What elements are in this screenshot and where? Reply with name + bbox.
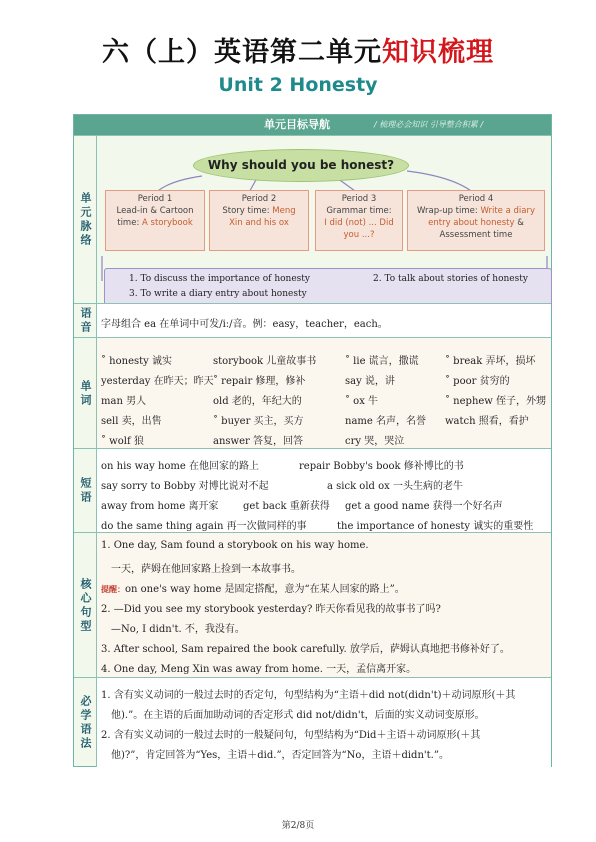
grammar-line: 1. 含有实义动词的一般过去时的否定句，句型结构为“主语＋did not(didn't)＋动词原形(＋其 bbox=[101, 690, 516, 701]
word-item: name 名声，名誉 bbox=[345, 416, 426, 427]
word-item: ˚ poor 贫穷的 bbox=[445, 376, 510, 387]
word-item: man 男人 bbox=[101, 396, 147, 407]
reminder-note: 提醒：on one's way home 是固定搭配，意为“在某人回家的路上”。 bbox=[101, 584, 405, 595]
phrase-item: do the same thing again 再一次做同样的事 bbox=[101, 521, 307, 532]
sentence-line: 2. —Did you see my storybook yesterday? 昨天你看见我的故事书了吗? bbox=[101, 604, 441, 615]
phrases-row bbox=[74, 448, 551, 533]
phrase-item: on his way home 在他回家的路上 bbox=[101, 461, 259, 472]
word-item: sell 卖，出售 bbox=[101, 416, 162, 427]
period-1-box: Period 1 Lead-in & Cartoon time: A storybook bbox=[105, 190, 205, 251]
word-item: watch 照看，看护 bbox=[445, 416, 529, 427]
sentence-line: 3. After school, Sam repaired the book carefully. 放学后，萨姆认真地把书修补好了。 bbox=[101, 644, 510, 655]
phrase-item: away from home 离开家 bbox=[101, 501, 219, 512]
goal-3: 3. To write a diary entry about honesty bbox=[129, 289, 307, 299]
central-question: Why should you be honest? bbox=[193, 149, 409, 182]
goals-box bbox=[104, 268, 552, 308]
word-item: ˚ nephew 侄子，外甥 bbox=[445, 396, 547, 407]
grammar-line: 他).”。在主语的后面加助动词的否定形式 did not/didn't，后面的实义动词变原形。 bbox=[111, 710, 485, 721]
word-item: answer 答复，回答 bbox=[213, 436, 303, 447]
row-label-phonics: 语音 bbox=[74, 304, 97, 338]
period-3-box: Period 3 Grammar time: I did (not) ... Did you ...? bbox=[315, 190, 403, 251]
unit-subtitle: Unit 2 Honesty bbox=[218, 74, 378, 96]
word-item: yesterday 在昨天；昨天 bbox=[101, 376, 214, 387]
title-highlight: 知识梳理 bbox=[382, 37, 494, 68]
sentence-line: 一天，萨姆在他回家路上捡到一本故事书。 bbox=[111, 564, 301, 575]
page-number: 第2/8页 bbox=[281, 821, 315, 831]
word-item: cry 哭，哭泣 bbox=[345, 436, 405, 447]
row-label-phrases: 短语 bbox=[74, 449, 97, 533]
goal-2: 2. To talk about stories of honesty bbox=[373, 274, 528, 284]
banner-title: 单元目标导航 bbox=[264, 118, 330, 131]
phrase-item: get a good name 获得一个好名声 bbox=[345, 501, 503, 512]
word-item: ˚ buyer 买主，买方 bbox=[213, 416, 304, 427]
banner-subtitle: / 梳理必会知识 引导整合积累 / bbox=[374, 120, 484, 129]
word-item: storybook 儿童故事书 bbox=[213, 356, 317, 367]
row-label-words: 单词 bbox=[74, 338, 97, 449]
sentence-line: 1. One day, Sam found a storybook on his way home. bbox=[101, 540, 369, 551]
phrase-item: the importance of honesty 诚实的重要性 bbox=[337, 521, 534, 532]
words-row bbox=[74, 337, 551, 449]
word-item: ˚ ox 牛 bbox=[345, 396, 379, 407]
word-item: ˚ wolf 狼 bbox=[101, 436, 144, 447]
phonics-row bbox=[74, 303, 551, 338]
word-item: ˚ break 弄坏，损坏 bbox=[445, 356, 536, 367]
phrase-item: say sorry to Bobby 对博比说对不起 bbox=[101, 481, 269, 492]
word-item: say 说，讲 bbox=[345, 376, 395, 387]
phrase-item: get back 重新获得 bbox=[243, 501, 330, 512]
reminder-label: 提醒： bbox=[101, 584, 125, 594]
phrase-item: a sick old ox 一头生病的老牛 bbox=[327, 481, 463, 492]
word-item: ˚ lie 谎言，撒谎 bbox=[345, 356, 419, 367]
period-4-box: Period 4 Wrap-up time: Write a diary entry about honesty & Assessment time bbox=[407, 190, 545, 251]
phrase-item: repair Bobby's book 修补博比的书 bbox=[299, 461, 464, 472]
word-item: ˚ repair 修理，修补 bbox=[213, 376, 306, 387]
page-title bbox=[0, 30, 596, 69]
goal-banner bbox=[74, 115, 551, 135]
grammar-line: 2. 含有实义动词的一般过去时的一般疑问句，句型结构为“Did＋主语＋动词原形(＋其 bbox=[101, 730, 481, 741]
word-item: old 老的，年纪大的 bbox=[213, 396, 302, 407]
row-label-overview: 单元脉络 bbox=[74, 136, 97, 304]
phonics-text: 字母组合 ea 在单词中可发/iː/音。例：easy，teacher，each。 bbox=[101, 319, 388, 330]
sentences-row bbox=[74, 532, 551, 678]
goal-1: 1. To discuss the importance of honesty bbox=[129, 274, 310, 284]
grammar-line: 他)?”，肯定回答为“Yes，主语＋did.”，否定回答为“No，主语＋didn't.”。 bbox=[111, 750, 449, 761]
sentence-line: —No, I didn't. 不，我没有。 bbox=[111, 624, 245, 635]
overview-row bbox=[74, 135, 551, 304]
grammar-row bbox=[74, 677, 551, 767]
word-item: ˚ honesty 诚实 bbox=[101, 356, 172, 367]
period-2-box: Period 2 Story time: Meng Xin and his ox bbox=[209, 190, 309, 251]
knowledge-table bbox=[73, 114, 552, 767]
title-main: 六（上）英语第二单元 bbox=[102, 37, 382, 68]
row-label-grammar: 必学语法 bbox=[74, 678, 97, 767]
sentence-line: 4. One day, Meng Xin was away from home. 一天，孟信离开家。 bbox=[101, 664, 417, 675]
row-label-sentences: 核心句型 bbox=[74, 533, 97, 678]
